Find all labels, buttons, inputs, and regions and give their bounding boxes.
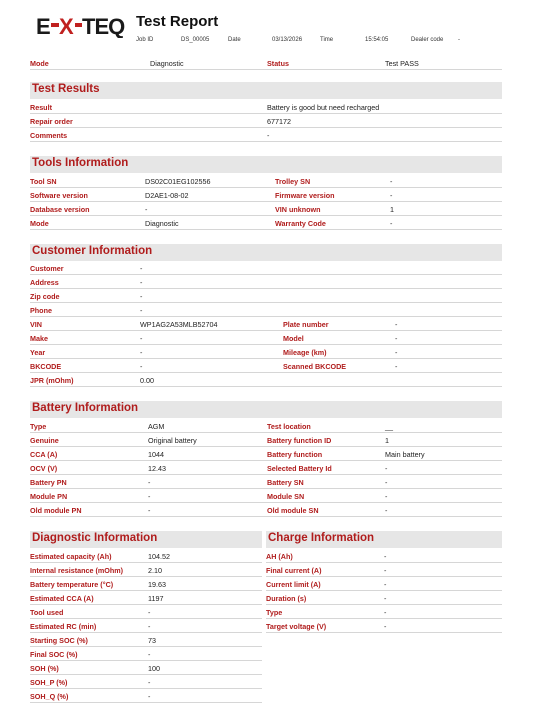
tools-info-header <box>30 156 502 173</box>
row-label: Estimated capacity (Ah) <box>30 552 112 561</box>
table-row <box>30 318 502 331</box>
row-value: 100 <box>148 664 160 673</box>
row-label: VIN unknown <box>275 205 321 214</box>
row-label: Firmware version <box>275 191 335 200</box>
row-value: 1 <box>390 205 394 214</box>
test-results-header <box>30 82 502 99</box>
row-value: - <box>385 506 388 515</box>
row-value: - <box>140 306 143 315</box>
dealer-code-value: - <box>458 37 460 43</box>
row-label: Model <box>283 334 304 343</box>
row-value: - <box>148 650 151 659</box>
row-value: - <box>395 320 398 329</box>
job-id-value: DS_00005 <box>181 37 210 43</box>
row-label: Zip code <box>30 292 60 301</box>
row-label: BKCODE <box>30 362 62 371</box>
battery-info-header <box>30 401 502 418</box>
table-row <box>30 189 502 202</box>
table-row <box>30 490 502 503</box>
table-row <box>30 101 502 114</box>
row-value: Battery is good but need recharged <box>267 103 380 112</box>
job-id-label: Job ID <box>136 37 154 43</box>
table-row <box>266 620 502 633</box>
table-row <box>30 115 502 128</box>
row-value: - <box>148 478 151 487</box>
table-row <box>30 304 502 317</box>
row-label: SOH_P (%) <box>30 678 68 687</box>
svg-text:X: X <box>59 14 74 38</box>
section-title: Tools Information <box>32 157 129 169</box>
row-value: 2.10 <box>148 566 162 575</box>
row-value: __ <box>385 422 393 431</box>
row-value: - <box>384 622 387 631</box>
row-value: - <box>384 552 387 561</box>
row-value: - <box>145 205 148 214</box>
row-value: - <box>148 506 151 515</box>
table-row <box>30 690 262 703</box>
section-title: Customer Information <box>32 245 153 257</box>
table-row <box>30 448 502 461</box>
row-value: 104.52 <box>148 552 170 561</box>
table-row <box>30 462 502 475</box>
table-row <box>30 550 262 563</box>
row-value: - <box>140 278 143 287</box>
charge-info-header <box>266 531 502 548</box>
row-value: Diagnostic <box>145 219 179 228</box>
table-row <box>30 290 502 303</box>
row-label: Phone <box>30 306 52 315</box>
svg-text:E: E <box>36 14 50 38</box>
row-label: Final SOC (%) <box>30 650 78 659</box>
diagnostic-info-header <box>30 531 262 548</box>
row-label: Mode <box>30 219 49 228</box>
row-label: AH (Ah) <box>266 552 293 561</box>
table-row <box>30 592 262 605</box>
row-label: Type <box>30 422 47 431</box>
row-value: - <box>384 608 387 617</box>
table-row <box>30 504 502 517</box>
row-label: Module PN <box>30 492 68 501</box>
row-value: Main battery <box>385 450 425 459</box>
row-label: JPR (mOhm) <box>30 376 74 385</box>
table-row <box>30 578 262 591</box>
row-label: Battery function ID <box>267 436 332 445</box>
row-value: Original battery <box>148 436 197 445</box>
table-row <box>266 564 502 577</box>
row-label: Estimated RC (min) <box>30 622 97 631</box>
row-value: WP1AG2A53MLB52704 <box>140 320 218 329</box>
mode-value: Diagnostic <box>150 59 184 68</box>
row-value: - <box>148 692 151 701</box>
table-row <box>266 578 502 591</box>
row-label: Final current (A) <box>266 566 322 575</box>
row-label: Year <box>30 348 46 357</box>
row-label: Tool used <box>30 608 64 617</box>
row-label: Starting SOC (%) <box>30 636 88 645</box>
dealer-code-label: Dealer code <box>411 37 444 43</box>
table-row <box>30 203 502 216</box>
date-label: Date <box>228 37 241 43</box>
row-value: - <box>148 608 151 617</box>
row-label: Warranty Code <box>275 219 326 228</box>
row-value: - <box>140 292 143 301</box>
row-value: - <box>385 464 388 473</box>
row-label: Customer <box>30 264 64 273</box>
row-value: - <box>140 348 143 357</box>
row-value: - <box>384 594 387 603</box>
row-label: Selected Battery Id <box>267 464 332 473</box>
row-label: Make <box>30 334 48 343</box>
row-label: Result <box>30 103 52 112</box>
row-label: Internal resistance (mOhm) <box>30 566 124 575</box>
row-label: Duration (s) <box>266 594 307 603</box>
row-label: OCV (V) <box>30 464 58 473</box>
table-row <box>30 564 262 577</box>
row-label: Mileage (km) <box>283 348 327 357</box>
row-label: VIN <box>30 320 42 329</box>
row-label: Battery PN <box>30 478 67 487</box>
row-value: - <box>390 219 393 228</box>
row-value: - <box>140 362 143 371</box>
table-row <box>30 676 262 689</box>
table-row <box>30 332 502 345</box>
row-label: Target voltage (V) <box>266 622 327 631</box>
row-value: 1197 <box>148 594 164 603</box>
row-value: - <box>390 191 393 200</box>
table-row <box>30 276 502 289</box>
table-row <box>30 620 262 633</box>
table-row <box>30 175 502 188</box>
row-value: - <box>148 678 151 687</box>
row-value: 19.63 <box>148 580 166 589</box>
row-label: Tool SN <box>30 177 57 186</box>
row-label: Trolley SN <box>275 177 311 186</box>
status-label: Status <box>267 59 289 68</box>
row-label: Old module PN <box>30 506 82 515</box>
row-value: DS02C01EG102556 <box>145 177 211 186</box>
table-row <box>30 476 502 489</box>
row-label: Battery SN <box>267 478 304 487</box>
table-row <box>30 346 502 359</box>
row-value: - <box>395 348 398 357</box>
time-value: 15:54:05 <box>365 37 389 43</box>
table-row <box>266 592 502 605</box>
row-value: - <box>385 492 388 501</box>
row-value: 73 <box>148 636 156 645</box>
row-value: - <box>140 264 143 273</box>
row-label: Comments <box>30 131 68 140</box>
table-row <box>30 420 502 433</box>
row-value: - <box>390 177 393 186</box>
section-title: Charge Information <box>268 532 375 544</box>
exteq-logo <box>36 14 128 38</box>
report-title: Test Report <box>136 13 219 30</box>
summary-row <box>30 57 502 70</box>
svg-text:TEQ: TEQ <box>82 14 125 38</box>
row-label: Scanned BKCODE <box>283 362 347 371</box>
row-label: Software version <box>30 191 88 200</box>
table-row <box>30 374 502 387</box>
table-row <box>30 606 262 619</box>
row-value: 1044 <box>148 450 164 459</box>
table-row <box>30 217 502 230</box>
row-value: 0.00 <box>140 376 154 385</box>
row-value: 12.43 <box>148 464 166 473</box>
row-value: AGM <box>148 422 165 431</box>
row-label: Battery function <box>267 450 323 459</box>
row-value: 1 <box>385 436 389 445</box>
row-value: - <box>148 622 151 631</box>
row-value: - <box>267 131 270 140</box>
row-value: - <box>384 580 387 589</box>
section-title: Diagnostic Information <box>32 532 158 544</box>
table-row <box>266 550 502 563</box>
row-label: SOH (%) <box>30 664 59 673</box>
row-label: Old module SN <box>267 506 319 515</box>
row-label: Battery temperature (°C) <box>30 580 114 589</box>
time-label: Time <box>320 37 334 43</box>
row-value: - <box>385 478 388 487</box>
section-title: Battery Information <box>32 402 139 414</box>
table-row <box>30 634 262 647</box>
row-label: Database version <box>30 205 90 214</box>
table-row <box>30 262 502 275</box>
row-value: - <box>395 334 398 343</box>
row-value: - <box>395 362 398 371</box>
table-row <box>30 360 502 373</box>
section-title: Test Results <box>32 83 100 95</box>
row-value: - <box>140 334 143 343</box>
row-label: Plate number <box>283 320 329 329</box>
table-row <box>30 434 502 447</box>
mode-label: Mode <box>30 59 49 68</box>
row-label: SOH_Q (%) <box>30 692 69 701</box>
row-label: Address <box>30 278 59 287</box>
row-label: Type <box>266 608 283 617</box>
row-label: Genuine <box>30 436 59 445</box>
row-value: 677172 <box>267 117 291 126</box>
customer-info-header <box>30 244 502 261</box>
table-row <box>266 606 502 619</box>
row-value: D2AE1-08-02 <box>145 191 189 200</box>
row-label: Current limit (A) <box>266 580 321 589</box>
row-label: CCA (A) <box>30 450 58 459</box>
date-value: 03/13/2026 <box>272 37 303 43</box>
table-row <box>30 648 262 661</box>
row-value: - <box>148 492 151 501</box>
row-value: - <box>384 566 387 575</box>
status-value: Test PASS <box>385 59 419 68</box>
row-label: Repair order <box>30 117 73 126</box>
table-row <box>30 129 502 142</box>
row-label: Module SN <box>267 492 305 501</box>
row-label: Test location <box>267 422 311 431</box>
table-row <box>30 662 262 675</box>
row-label: Estimated CCA (A) <box>30 594 94 603</box>
